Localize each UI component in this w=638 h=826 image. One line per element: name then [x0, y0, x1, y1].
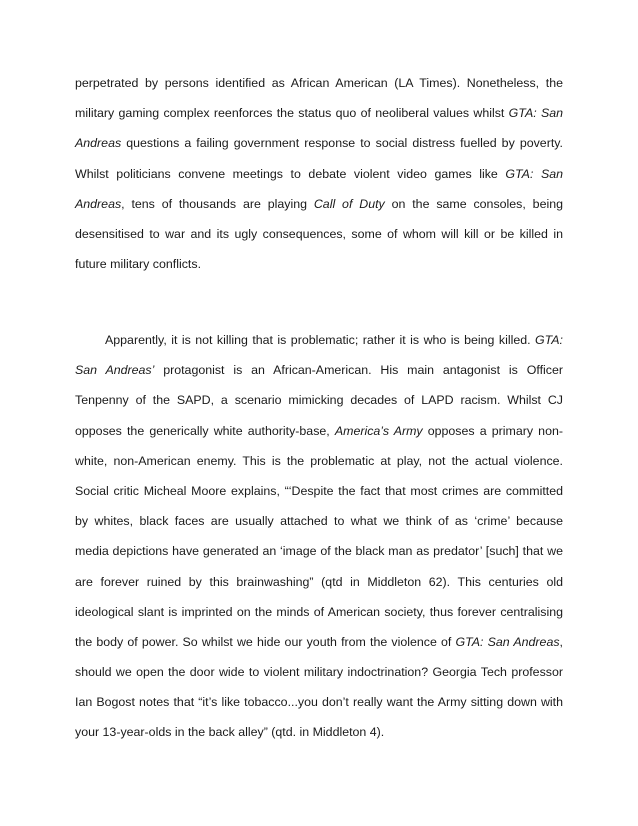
- text-line: [75, 506, 563, 536]
- text-segment: ,: [559, 634, 563, 649]
- text-line: [75, 355, 563, 385]
- text-line: [75, 128, 563, 158]
- text-segment: should we open the door wide to violent military indoctrination? Georgia Tech professor: [75, 665, 563, 680]
- text-line: [75, 416, 563, 446]
- italic-text-segment: America’s Army: [334, 423, 423, 438]
- text-line: [75, 687, 563, 717]
- text-segment: Ian Bogost notes that “it’s like tobacco...you don’t really want the Army sitting down with: [75, 695, 563, 710]
- italic-text-segment: San Andreas’: [75, 363, 155, 378]
- italic-text-segment: Andreas: [75, 196, 122, 211]
- paragraph-2: [75, 325, 563, 748]
- text-line: [75, 567, 563, 597]
- text-line: [75, 597, 563, 627]
- text-segment: protagonist is an African-American. His main antagonist is Officer: [154, 363, 563, 378]
- italic-text-segment: Call of Duty: [313, 196, 385, 211]
- text-line: [75, 476, 563, 506]
- text-line: [75, 325, 563, 355]
- text-line: [75, 536, 563, 566]
- text-segment: on the same consoles, being: [384, 196, 563, 211]
- text-segment: your 13-year-olds in the back alley” (qtd. in Middleton 4).: [75, 725, 385, 740]
- text-segment: Tenpenny of the SAPD, a scenario mimicking decades of LAPD racism. Whilst CJ: [75, 393, 563, 408]
- text-line: [75, 627, 563, 657]
- italic-text-segment: GTA: San: [505, 166, 563, 181]
- text-line: [75, 657, 563, 687]
- text-segment: military gaming complex reenforces the status quo of neoliberal values whilst: [75, 106, 509, 121]
- text-segment: Apparently, it is not killing that is problematic; rather it is who is being killed.: [105, 333, 535, 347]
- text-segment: white, non-American enemy. This is the problematic at play, not the actual violence.: [75, 453, 563, 468]
- italic-text-segment: GTA:: [535, 333, 563, 347]
- text-line: [75, 68, 563, 98]
- text-line: [75, 189, 563, 219]
- text-segment: Whilst politicians convene meetings to debate violent video games like: [75, 166, 506, 181]
- text-segment: by whites, black faces are usually attached to what we think of as ‘crime’ because: [75, 514, 563, 529]
- text-segment: Social critic Micheal Moore explains, “‘Despite the fact that most crimes are committed: [75, 483, 563, 498]
- text-segment: , tens of thousands are playing: [121, 196, 314, 211]
- text-line: [75, 159, 563, 189]
- text-segment: perpetrated by persons identified as African American (LA Times). Nonetheless, the: [75, 76, 563, 90]
- text-line: [75, 385, 563, 415]
- text-line: [75, 249, 563, 279]
- italic-text-segment: GTA: San: [508, 106, 563, 121]
- text-segment: are forever ruined by this brainwashing” (qtd in Middleton 62). This centuries old: [75, 574, 563, 589]
- text-segment: media depictions have generated an ‘image of the black man as predator’ [such] that we: [75, 544, 563, 559]
- text-line: [75, 219, 563, 249]
- text-line: [75, 717, 563, 747]
- italic-text-segment: GTA: San Andreas: [455, 634, 560, 649]
- text-segment: future military conflicts.: [75, 257, 202, 272]
- text-segment: questions a failing government response to social distress fuelled by poverty.: [121, 136, 563, 151]
- text-segment: ideological slant is imprinted on the minds of American society, thus forever centralising: [75, 604, 563, 619]
- text-line: [75, 98, 563, 128]
- text-segment: opposes the generically white authority-base,: [75, 423, 335, 438]
- paragraph-1: [75, 68, 563, 279]
- text-line: [75, 446, 563, 476]
- text-segment: desensitised to war and its ugly consequences, some of whom will kill or be killed in: [75, 226, 563, 241]
- text-segment: opposes a primary non-: [422, 423, 563, 438]
- text-segment: the body of power. So whilst we hide our youth from the violence of: [75, 634, 456, 649]
- italic-text-segment: Andreas: [75, 136, 122, 151]
